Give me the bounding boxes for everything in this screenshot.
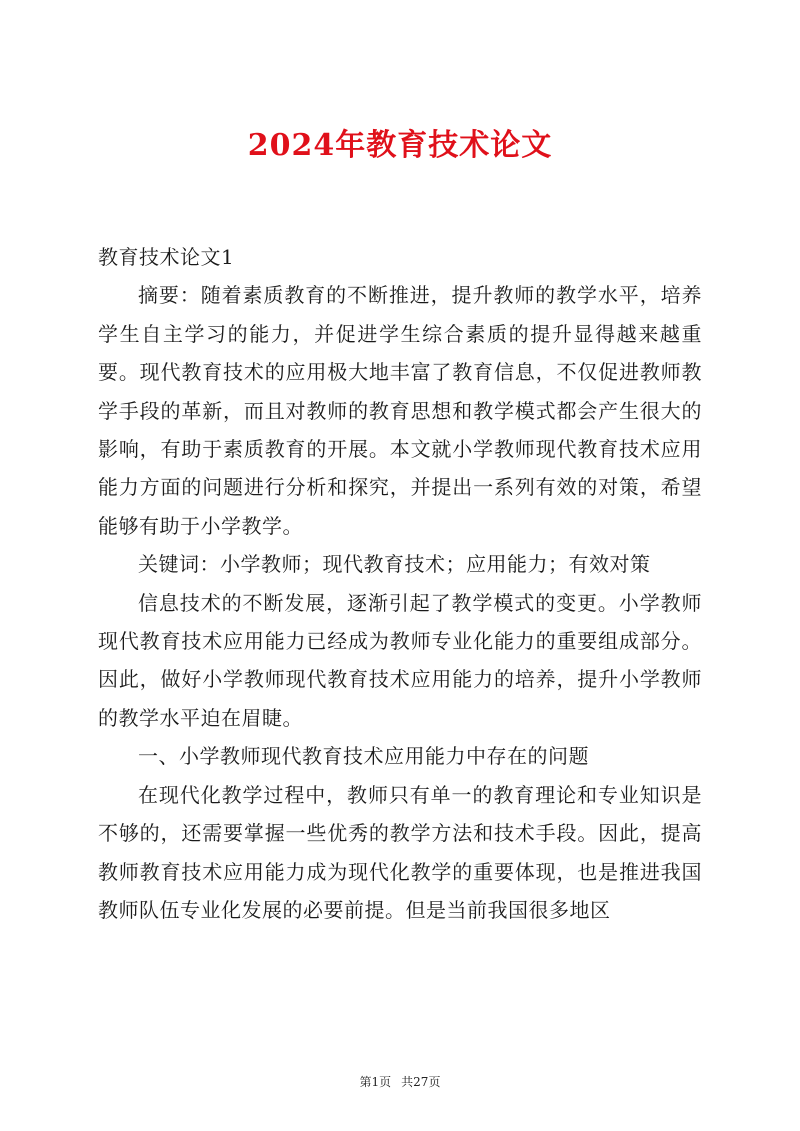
document-title: 2024年教育技术论文 [247, 128, 553, 163]
document-body [98, 238, 702, 929]
keywords-paragraph: 关键词：小学教师；现代教育技术；应用能力；有效对策 [138, 552, 651, 577]
abstract-paragraph: 摘要：随着素质教育的不断推进，提升教师的教学水平，培养学生自主学习的能力，并促进学生综合素质的提升显得越来越重要。现代教育技术的应用极大地丰富了教育信息，不仅促进教师教学手段的革新，而且对教师的教育思想和教学模式都会产生很大的影响，有助于素质教育的开展。本文就小学教师现代教育技术应用能力方面的问题进行分析和探究，并提出一系列有效的对策，希望能够有助于小学教学。 [98, 283, 702, 538]
section-heading: 教育技术论文1 [98, 245, 235, 269]
page-total: 共27页 [401, 1075, 441, 1089]
intro-paragraph: 信息技术的不断发展，逐渐引起了教学模式的变更。小学教师现代教育技术应用能力已经成为教师专业化能力的重要组成部分。因此，做好小学教师现代教育技术应用能力的培养，提升小学教师的教学水平迫在眉睫。 [98, 590, 702, 730]
page-footer [0, 1074, 800, 1090]
subsection-heading: 一、小学教师现代教育技术应用能力中存在的问题 [138, 744, 589, 769]
body-paragraph: 在现代化教学过程中，教师只有单一的教育理论和专业知识是不够的，还需要掌握一些优秀的教学方法和技术手段。因此，提高教师教育技术应用能力成为现代化教学的重要体现，也是推进我国教师队伍专业化发展的必要前提。但是当前我国很多地区 [98, 782, 702, 922]
page-number: 第1页 [359, 1075, 392, 1089]
